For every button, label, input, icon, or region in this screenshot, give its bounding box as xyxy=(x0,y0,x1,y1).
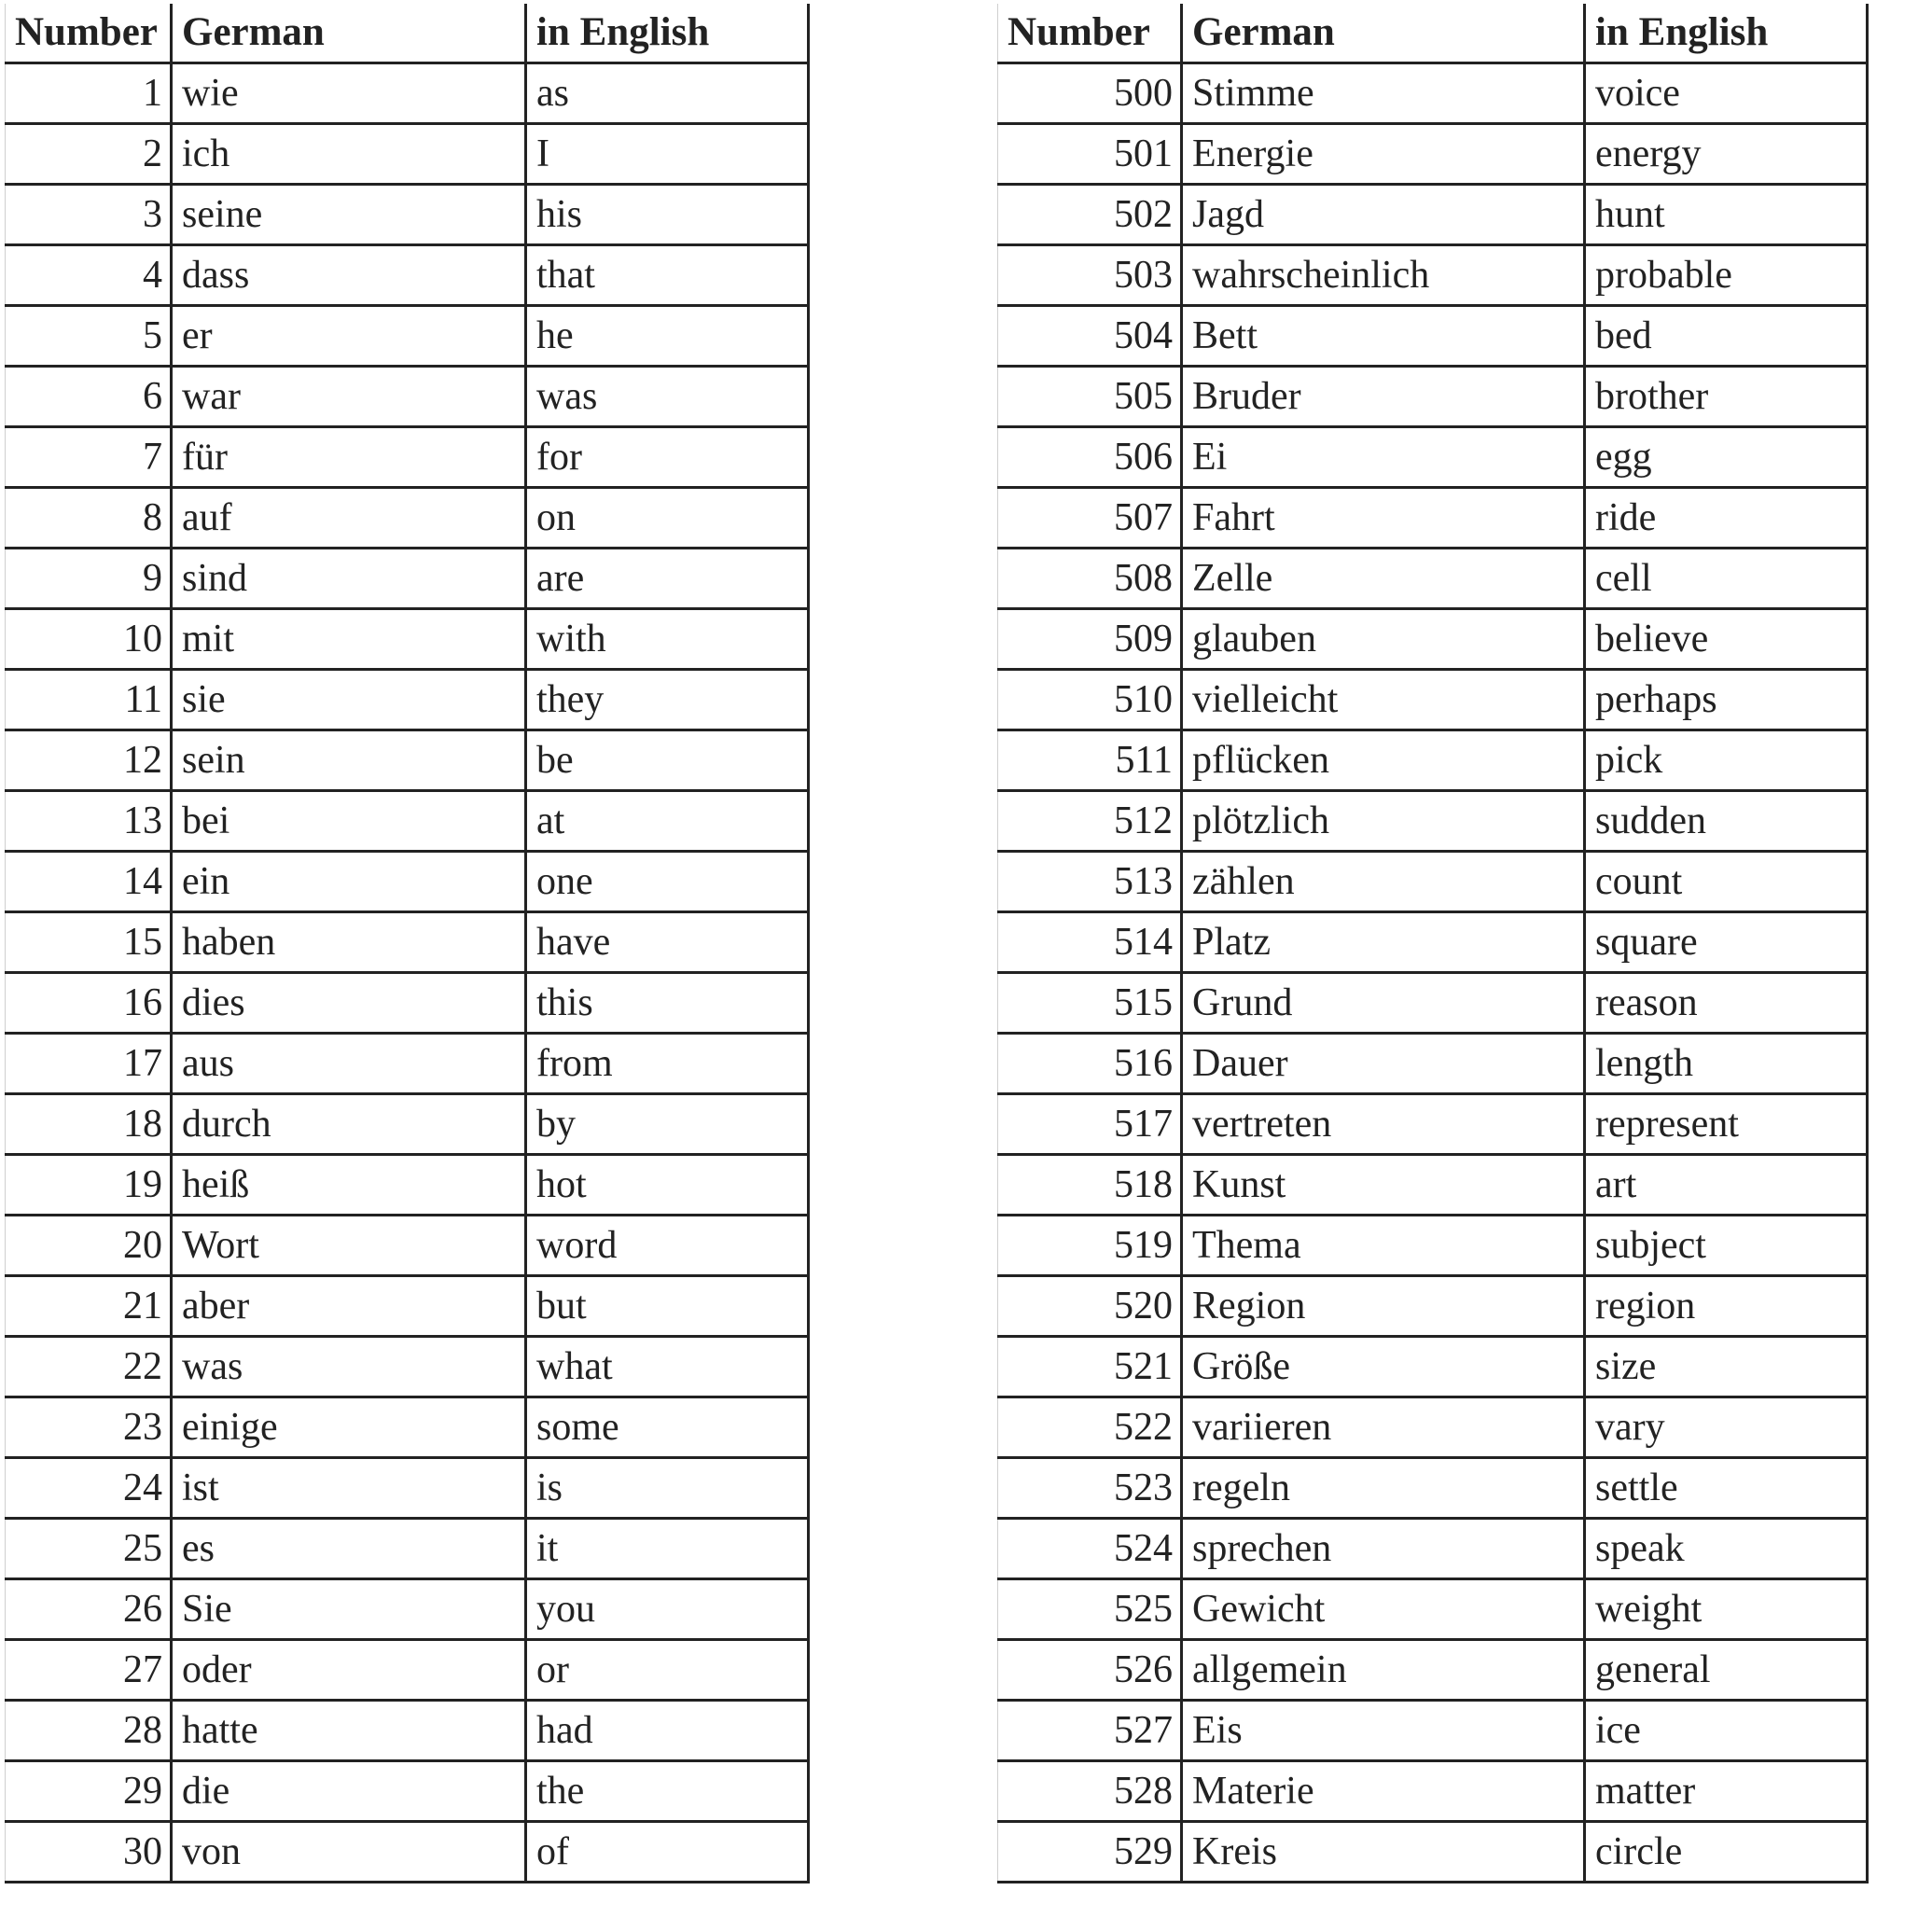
cell-german[interactable]: Thema xyxy=(1182,1216,1585,1276)
table-row xyxy=(998,1458,1868,1519)
cell-number[interactable]: 529 xyxy=(998,1822,1182,1883)
table-row xyxy=(998,791,1868,852)
table-row xyxy=(998,1216,1868,1276)
cell-number[interactable]: 22 xyxy=(6,1337,172,1397)
cell-german[interactable]: allgemein xyxy=(1182,1640,1585,1701)
table-row xyxy=(998,1397,1868,1458)
cell-number[interactable]: 516 xyxy=(998,1034,1182,1094)
cell-number[interactable]: 515 xyxy=(998,973,1182,1034)
table-row xyxy=(998,1519,1868,1579)
cell-english[interactable]: length xyxy=(1585,1034,1868,1094)
cell-english[interactable]: perhaps xyxy=(1585,670,1868,730)
table-row xyxy=(998,852,1868,912)
table-row xyxy=(998,1579,1868,1640)
cell-number[interactable]: 19 xyxy=(6,1155,172,1216)
cell-german[interactable]: regeln xyxy=(1182,1458,1585,1519)
cell-number[interactable]: 521 xyxy=(998,1337,1182,1397)
table-row xyxy=(6,1579,809,1640)
cell-german[interactable]: es xyxy=(172,1519,526,1579)
table-row xyxy=(6,427,809,488)
cell-english[interactable]: size xyxy=(1585,1337,1868,1397)
cell-number[interactable]: 15 xyxy=(6,912,172,973)
cell-number[interactable]: 26 xyxy=(6,1579,172,1640)
cell-german[interactable]: mit xyxy=(172,609,526,670)
cell-german[interactable]: Grund xyxy=(1182,973,1585,1034)
cell-german[interactable]: Jagd xyxy=(1182,185,1585,245)
cell-number[interactable]: 526 xyxy=(998,1640,1182,1701)
cell-german[interactable]: Sie xyxy=(172,1579,526,1640)
vocab-rows-right xyxy=(998,63,1868,1883)
cell-number[interactable]: 8 xyxy=(6,488,172,549)
cell-german[interactable]: von xyxy=(172,1822,526,1883)
cell-english[interactable]: with xyxy=(526,609,809,670)
cell-number[interactable]: 29 xyxy=(6,1761,172,1822)
header-english[interactable]: in English xyxy=(526,4,809,63)
table-row xyxy=(998,1094,1868,1155)
table-row xyxy=(6,1034,809,1094)
table-row xyxy=(998,670,1868,730)
table-row xyxy=(998,306,1868,367)
cell-english[interactable]: general xyxy=(1585,1640,1868,1701)
cell-number[interactable]: 507 xyxy=(998,488,1182,549)
table-row xyxy=(6,852,809,912)
cell-number[interactable]: 508 xyxy=(998,549,1182,609)
cell-german[interactable]: wahrscheinlich xyxy=(1182,245,1585,306)
cell-german[interactable]: glauben xyxy=(1182,609,1585,670)
table-row xyxy=(998,1761,1868,1822)
cell-english[interactable]: I xyxy=(526,124,809,185)
cell-number[interactable]: 11 xyxy=(6,670,172,730)
cell-german[interactable]: aber xyxy=(172,1276,526,1337)
cell-number[interactable]: 2 xyxy=(6,124,172,185)
cell-german[interactable]: für xyxy=(172,427,526,488)
cell-german[interactable]: Fahrt xyxy=(1182,488,1585,549)
cell-number[interactable]: 523 xyxy=(998,1458,1182,1519)
table-row xyxy=(998,1822,1868,1883)
vocab-table-right xyxy=(997,4,1869,1883)
cell-number[interactable]: 518 xyxy=(998,1155,1182,1216)
cell-english[interactable]: by xyxy=(526,1094,809,1155)
cell-german[interactable]: wie xyxy=(172,63,526,124)
table-row xyxy=(998,1337,1868,1397)
cell-english[interactable]: cell xyxy=(1585,549,1868,609)
table-row xyxy=(6,1155,809,1216)
table-row xyxy=(998,124,1868,185)
cell-number[interactable]: 503 xyxy=(998,245,1182,306)
cell-english[interactable]: hot xyxy=(526,1155,809,1216)
table-row xyxy=(6,1276,809,1337)
cell-number[interactable]: 525 xyxy=(998,1579,1182,1640)
cell-german[interactable]: einige xyxy=(172,1397,526,1458)
cell-number[interactable]: 25 xyxy=(6,1519,172,1579)
cell-german[interactable]: ich xyxy=(172,124,526,185)
cell-german[interactable]: sie xyxy=(172,670,526,730)
cell-german[interactable]: auf xyxy=(172,488,526,549)
cell-number[interactable]: 510 xyxy=(998,670,1182,730)
table-row xyxy=(6,1519,809,1579)
cell-english[interactable]: on xyxy=(526,488,809,549)
cell-german[interactable]: sein xyxy=(172,730,526,791)
cell-german[interactable]: Ei xyxy=(1182,427,1585,488)
cell-english[interactable]: art xyxy=(1585,1155,1868,1216)
header-english[interactable]: in English xyxy=(1585,4,1868,63)
cell-german[interactable]: Wort xyxy=(172,1216,526,1276)
cell-english[interactable]: voice xyxy=(1585,63,1868,124)
table-row xyxy=(6,245,809,306)
cell-number[interactable]: 18 xyxy=(6,1094,172,1155)
cell-german[interactable]: Platz xyxy=(1182,912,1585,973)
table-row xyxy=(6,670,809,730)
table-row xyxy=(6,1216,809,1276)
table-row xyxy=(6,63,809,124)
table-row xyxy=(6,488,809,549)
cell-german[interactable]: Stimme xyxy=(1182,63,1585,124)
cell-number[interactable]: 519 xyxy=(998,1216,1182,1276)
cell-german[interactable]: vertreten xyxy=(1182,1094,1585,1155)
cell-english[interactable]: count xyxy=(1585,852,1868,912)
table-row xyxy=(998,63,1868,124)
cell-number[interactable]: 6 xyxy=(6,367,172,427)
cell-english[interactable]: of xyxy=(526,1822,809,1883)
cell-number[interactable]: 4 xyxy=(6,245,172,306)
cell-english[interactable]: but xyxy=(526,1276,809,1337)
cell-number[interactable]: 505 xyxy=(998,367,1182,427)
cell-english[interactable]: ice xyxy=(1585,1701,1868,1761)
cell-number[interactable]: 506 xyxy=(998,427,1182,488)
cell-number[interactable]: 9 xyxy=(6,549,172,609)
cell-english[interactable]: you xyxy=(526,1579,809,1640)
table-row xyxy=(6,185,809,245)
table-row xyxy=(998,427,1868,488)
cell-english[interactable]: reason xyxy=(1585,973,1868,1034)
cell-german[interactable]: ist xyxy=(172,1458,526,1519)
table-row xyxy=(6,1458,809,1519)
cell-english[interactable]: for xyxy=(526,427,809,488)
cell-german[interactable]: Materie xyxy=(1182,1761,1585,1822)
cell-german[interactable]: die xyxy=(172,1761,526,1822)
cell-english[interactable]: pick xyxy=(1585,730,1868,791)
cell-number[interactable]: 13 xyxy=(6,791,172,852)
cell-english[interactable]: weight xyxy=(1585,1579,1868,1640)
header-german[interactable]: German xyxy=(1182,4,1585,63)
cell-english[interactable]: hunt xyxy=(1585,185,1868,245)
cell-english[interactable]: it xyxy=(526,1519,809,1579)
table-row xyxy=(6,1094,809,1155)
table-row xyxy=(6,124,809,185)
table-row xyxy=(6,609,809,670)
cell-english[interactable]: they xyxy=(526,670,809,730)
table-row xyxy=(998,549,1868,609)
table-row xyxy=(998,1034,1868,1094)
cell-english[interactable]: are xyxy=(526,549,809,609)
cell-german[interactable]: Energie xyxy=(1182,124,1585,185)
cell-german[interactable]: Größe xyxy=(1182,1337,1585,1397)
cell-german[interactable]: haben xyxy=(172,912,526,973)
cell-german[interactable]: hatte xyxy=(172,1701,526,1761)
cell-english[interactable]: his xyxy=(526,185,809,245)
vocab-table-left xyxy=(5,4,810,1883)
cell-german[interactable]: war xyxy=(172,367,526,427)
cell-english[interactable]: be xyxy=(526,730,809,791)
table-row xyxy=(998,730,1868,791)
cell-english[interactable]: some xyxy=(526,1397,809,1458)
cell-english[interactable]: from xyxy=(526,1034,809,1094)
header-row xyxy=(6,4,809,63)
cell-german[interactable]: Gewicht xyxy=(1182,1579,1585,1640)
cell-german[interactable]: zählen xyxy=(1182,852,1585,912)
table-row xyxy=(6,549,809,609)
cell-number[interactable]: 27 xyxy=(6,1640,172,1701)
table-row xyxy=(6,1701,809,1761)
cell-number[interactable]: 14 xyxy=(6,852,172,912)
header-row xyxy=(998,4,1868,63)
cell-english[interactable]: square xyxy=(1585,912,1868,973)
header-number[interactable]: Number xyxy=(998,4,1182,63)
cell-number[interactable]: 524 xyxy=(998,1519,1182,1579)
cell-english[interactable]: circle xyxy=(1585,1822,1868,1883)
cell-number[interactable]: 24 xyxy=(6,1458,172,1519)
cell-english[interactable]: or xyxy=(526,1640,809,1701)
vocab-rows-left xyxy=(6,63,809,1883)
table-row xyxy=(998,609,1868,670)
cell-german[interactable]: sprechen xyxy=(1182,1519,1585,1579)
table-row xyxy=(6,1640,809,1701)
cell-german[interactable]: Kreis xyxy=(1182,1822,1585,1883)
cell-number[interactable]: 5 xyxy=(6,306,172,367)
cell-number[interactable]: 3 xyxy=(6,185,172,245)
cell-english[interactable]: that xyxy=(526,245,809,306)
cell-number[interactable]: 21 xyxy=(6,1276,172,1337)
cell-english[interactable]: region xyxy=(1585,1276,1868,1337)
cell-german[interactable]: oder xyxy=(172,1640,526,1701)
cell-german[interactable]: dass xyxy=(172,245,526,306)
cell-number[interactable]: 500 xyxy=(998,63,1182,124)
cell-german[interactable]: Eis xyxy=(1182,1701,1585,1761)
cell-english[interactable]: settle xyxy=(1585,1458,1868,1519)
cell-number[interactable]: 512 xyxy=(998,791,1182,852)
cell-number[interactable]: 527 xyxy=(998,1701,1182,1761)
cell-number[interactable]: 509 xyxy=(998,609,1182,670)
cell-english[interactable]: was xyxy=(526,367,809,427)
cell-number[interactable]: 511 xyxy=(998,730,1182,791)
table-row xyxy=(998,488,1868,549)
cell-german[interactable]: Kunst xyxy=(1182,1155,1585,1216)
cell-number[interactable]: 28 xyxy=(6,1701,172,1761)
table-row xyxy=(998,1276,1868,1337)
cell-german[interactable]: was xyxy=(172,1337,526,1397)
cell-english[interactable]: the xyxy=(526,1761,809,1822)
table-row xyxy=(6,306,809,367)
table-row xyxy=(998,1155,1868,1216)
cell-english[interactable]: egg xyxy=(1585,427,1868,488)
cell-english[interactable]: what xyxy=(526,1337,809,1397)
cell-german[interactable]: Bett xyxy=(1182,306,1585,367)
table-row xyxy=(6,912,809,973)
table-row xyxy=(6,1822,809,1883)
cell-english[interactable]: ride xyxy=(1585,488,1868,549)
cell-number[interactable]: 7 xyxy=(6,427,172,488)
cell-english[interactable]: as xyxy=(526,63,809,124)
table-row xyxy=(998,912,1868,973)
table-row xyxy=(6,1337,809,1397)
table-row xyxy=(998,1640,1868,1701)
cell-number[interactable]: 514 xyxy=(998,912,1182,973)
cell-german[interactable]: plötzlich xyxy=(1182,791,1585,852)
cell-german[interactable]: pflücken xyxy=(1182,730,1585,791)
cell-german[interactable]: Dauer xyxy=(1182,1034,1585,1094)
cell-english[interactable]: he xyxy=(526,306,809,367)
cell-german[interactable]: er xyxy=(172,306,526,367)
cell-english[interactable]: brother xyxy=(1585,367,1868,427)
cell-english[interactable]: represent xyxy=(1585,1094,1868,1155)
cell-number[interactable]: 23 xyxy=(6,1397,172,1458)
cell-english[interactable]: is xyxy=(526,1458,809,1519)
cell-english[interactable]: probable xyxy=(1585,245,1868,306)
table-row xyxy=(6,1761,809,1822)
cell-german[interactable]: Region xyxy=(1182,1276,1585,1337)
cell-number[interactable]: 528 xyxy=(998,1761,1182,1822)
cell-english[interactable]: one xyxy=(526,852,809,912)
cell-german[interactable]: seine xyxy=(172,185,526,245)
cell-english[interactable]: bed xyxy=(1585,306,1868,367)
cell-number[interactable]: 502 xyxy=(998,185,1182,245)
table-gap xyxy=(868,0,994,1932)
table-row xyxy=(6,730,809,791)
cell-number[interactable]: 522 xyxy=(998,1397,1182,1458)
cell-english[interactable]: this xyxy=(526,973,809,1034)
cell-german[interactable]: Bruder xyxy=(1182,367,1585,427)
cell-english[interactable]: word xyxy=(526,1216,809,1276)
cell-number[interactable]: 520 xyxy=(998,1276,1182,1337)
table-row xyxy=(6,791,809,852)
cell-number[interactable]: 20 xyxy=(6,1216,172,1276)
cell-english[interactable]: believe xyxy=(1585,609,1868,670)
cell-english[interactable]: had xyxy=(526,1701,809,1761)
cell-german[interactable]: durch xyxy=(172,1094,526,1155)
cell-german[interactable]: Zelle xyxy=(1182,549,1585,609)
cell-english[interactable]: vary xyxy=(1585,1397,1868,1458)
cell-english[interactable]: energy xyxy=(1585,124,1868,185)
cell-number[interactable]: 517 xyxy=(998,1094,1182,1155)
table-row xyxy=(998,1701,1868,1761)
cell-number[interactable]: 30 xyxy=(6,1822,172,1883)
table-row xyxy=(6,973,809,1034)
cell-number[interactable]: 513 xyxy=(998,852,1182,912)
cell-german[interactable]: ein xyxy=(172,852,526,912)
cell-english[interactable]: have xyxy=(526,912,809,973)
header-german[interactable]: German xyxy=(172,4,526,63)
cell-english[interactable]: matter xyxy=(1585,1761,1868,1822)
table-row xyxy=(998,973,1868,1034)
cell-german[interactable]: aus xyxy=(172,1034,526,1094)
cell-german[interactable]: variieren xyxy=(1182,1397,1585,1458)
cell-english[interactable]: speak xyxy=(1585,1519,1868,1579)
cell-german[interactable]: vielleicht xyxy=(1182,670,1585,730)
cell-number[interactable]: 501 xyxy=(998,124,1182,185)
cell-german[interactable]: bei xyxy=(172,791,526,852)
cell-german[interactable]: dies xyxy=(172,973,526,1034)
cell-english[interactable]: at xyxy=(526,791,809,852)
table-row xyxy=(998,367,1868,427)
cell-number[interactable]: 10 xyxy=(6,609,172,670)
cell-english[interactable]: sudden xyxy=(1585,791,1868,852)
table-row xyxy=(998,245,1868,306)
table-row xyxy=(6,1397,809,1458)
cell-german[interactable]: sind xyxy=(172,549,526,609)
cell-number[interactable]: 17 xyxy=(6,1034,172,1094)
cell-number[interactable]: 504 xyxy=(998,306,1182,367)
table-row xyxy=(998,185,1868,245)
cell-number[interactable]: 1 xyxy=(6,63,172,124)
cell-number[interactable]: 16 xyxy=(6,973,172,1034)
cell-number[interactable]: 12 xyxy=(6,730,172,791)
cell-german[interactable]: heiß xyxy=(172,1155,526,1216)
cell-english[interactable]: subject xyxy=(1585,1216,1868,1276)
table-row xyxy=(6,367,809,427)
header-number[interactable]: Number xyxy=(6,4,172,63)
